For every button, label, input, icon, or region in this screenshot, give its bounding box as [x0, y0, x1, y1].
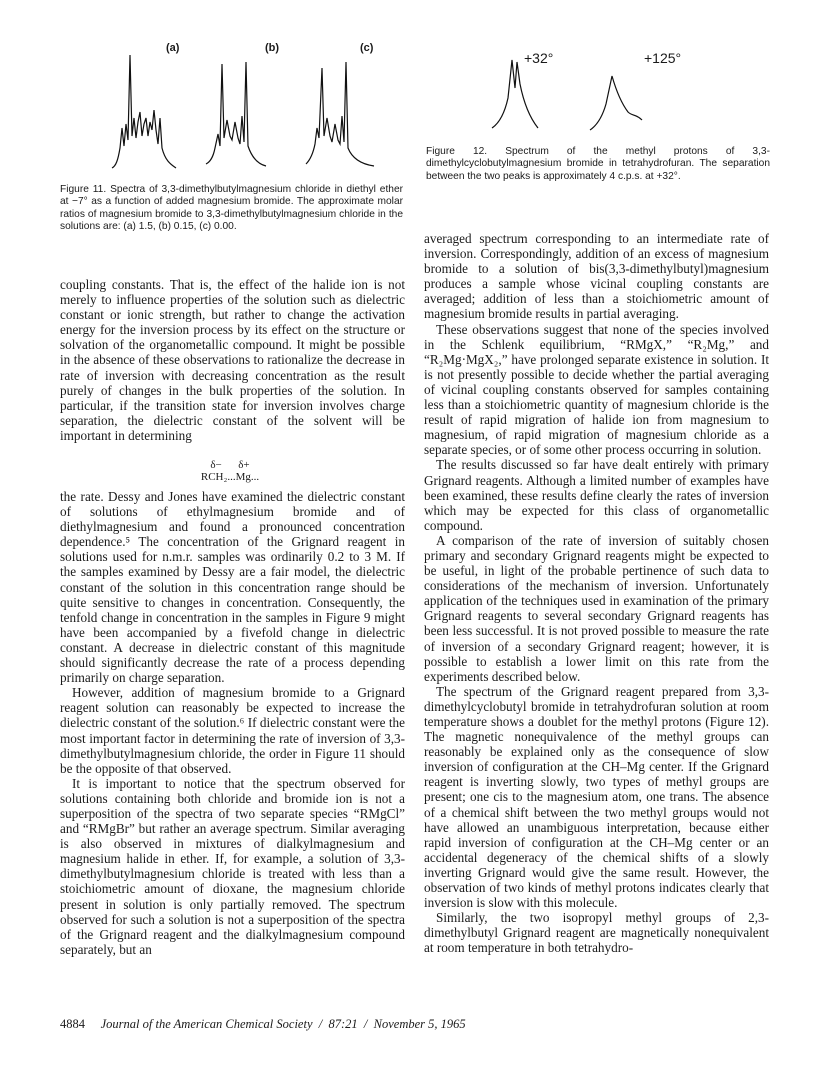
- figure-12-caption: [426, 146, 770, 183]
- paragraph: However, addition of magnesium bromide to a Grignard reagent solution can reasonably be expected to increase the dielectric constant of the solution.⁶ If dielectric constant were the most important factor in determining the rate of inversion of 3,3-dimethylbutylmagnesium chloride, the order in Figure 11 should be the opposite of that observed.: [60, 685, 405, 776]
- figure-12: [482, 48, 732, 136]
- figure-11-spectra: [110, 40, 380, 180]
- figure-11-caption: [60, 184, 403, 234]
- paragraph: the rate. Dessy and Jones have examined the dielectric constant of solutions of ethylmagnesium bromide and of diethylmagnesium and found a pronounced concentration dependence.⁵ The concentration of the Grignard reagent in solutions used for n.m.r. samples was ordinarily 0.2 to 3 M. If the samples examined by Dessy are a fair model, the dielectric constant of the solution in this concentration range should be quite sensitive to changes in concentration. Consequently, the tenfold change in concentration in the samples in Figure 9 might have been accompanied by a fivefold change in dielectric constant. A decrease in dielectric constant of this magnitude should significantly decrease the rate of a process depending primarily on charge separation.: [60, 489, 405, 686]
- spectrum-b: [206, 62, 266, 166]
- paragraph: These observations suggest that none of the species involved in the Schlenk equilibrium, “RMgX,” “R₂Mg,” and “R₂Mg·MgX₂,” have prolonged separate existence in solution. It is not presently possible to decide whether the partial averaging of vicinal coupling constants observed for samples containing less than a stoichiometric quantity of magnesium chloride is the result of rapid migration of halide ion from magnesium to magnesium, of rapid migration of magnesium chloride as a separate species, or of some other process occurring in solution.: [424, 321, 769, 458]
- figure-12-caption-text: Spectrum of the methyl protons of 3,3-dimethylcyclobutylmagnesium bromide in tetrahydrofuran. The separation between the two peaks is approximately 4 c.p.s. at +32°.: [426, 146, 770, 182]
- figure-12-spectra: [482, 48, 732, 136]
- journal-volume: 87:21: [328, 1017, 358, 1031]
- spectrum-a: [112, 55, 176, 168]
- footer-separator: /: [363, 1017, 368, 1031]
- spectrum-c: [306, 62, 374, 166]
- right-column: [424, 231, 769, 956]
- figure-11-panel-b-label: (b): [265, 42, 280, 54]
- paragraph: The spectrum of the Grignard reagent prepared from 3,3-dimethylcyclobutyl bromide in tetrahydrofuran solution at room temperature shows a doublet for the methyl protons (Figure 12). The magnetic nonequivalence of the methyl groups can reasonably be explained only as the consequence of slow inversion of configuration at the CH–Mg center. If the Grignard reagent is inverting slowly, two types of methyl groups are present; one cis to the magnesium atom, one trans. The absence of a chemical shift between the two methyl groups would not have allowed an unambiguous interpretation, because either rapid inversion of configuration at the CH–Mg center or an accidental degeneracy of the chemical shifts of a slowly inverting Grignard would give the same result. However, the observation of two kinds of methyl protons indicates clearly that inversion is slow with this molecule.: [424, 683, 769, 911]
- paragraph: It is important to notice that the spectrum observed for solutions containing both chloride and bromide ion is not a superposition of the spectra of two separate species “RMgCl” and “RMgBr” but rather an average spectrum. Similar averaging is also observed in mixtures of dialkylmagnesium and magnesium halide in ether. If, for example, a solution of 3,3-dimethylbutylmagnesium chloride is treated with less than a stoichiometric amount of dioxane, the magnesium chloride present in solution is only partially removed. The spectrum observed for such a solution is not a superposition of the spectra of the Grignard reagent and the dialkylmagnesium compound separately, but an: [60, 775, 405, 957]
- paragraph: averaged spectrum corresponding to an intermediate rate of inversion. Correspondingly, addition of an excess of magnesium bromide to a solution of bis(3,3-dimethylbutyl)magnesium produces a sample whose vicinal coupling constants are averaged; addition of less than a stoichiometric amount of magnesium bromide results in partial averaging.: [424, 231, 769, 322]
- formula-text: RCH₂...Mg...: [200, 471, 260, 483]
- footer-separator: /: [318, 1017, 323, 1031]
- left-column-part2: [60, 489, 405, 957]
- spectrum-plus125: [590, 76, 642, 130]
- paragraph: Similarly, the two isopropyl methyl groups of 2,3-dimethylbutyl Grignard reagent are magnetically nonequivalent at room temperature in both tetrahydro-: [424, 910, 769, 956]
- figure-11: [110, 40, 380, 180]
- page-number: 4884: [60, 1017, 85, 1031]
- figure-11-panel-c-label: (c): [360, 42, 374, 54]
- paragraph: coupling constants. That is, the effect of the halide ion is not merely to influence properties of the solution such as dielectric constant or ionic strength, but rather to change the activation energy for the inversion process by its effect on the structure or solvation of the organometallic compound. It might be possible in the absence of these observations to rationalize the decrease in rate of inversion with decreasing concentration as the result purely of changes in the bulk properties of the solution. In particular, if the transition state for inversion involves charge separation, the dielectric constant of the solvent will be important in determining: [60, 277, 405, 443]
- journal-name: Journal of the American Chemical Society: [100, 1017, 313, 1031]
- figure-11-caption-prefix: Figure 11.: [60, 184, 107, 195]
- figure-12-temp-125-label: +125°: [644, 50, 682, 66]
- left-column-part1: [60, 277, 405, 443]
- issue-date: November 5, 1965: [373, 1017, 466, 1031]
- paragraph: A comparison of the rate of inversion of suitably chosen primary and secondary Grignard reagents might be expected to be useful, in light of the probable pertinence of such data to considerations of the mechanism of inversion. Unfortunately application of the techniques used in examination of the primary Grignard reagents to several secondary Grignard reagents has been less successful. It is not proved possible to measure the rate of inversion of a secondary Grignard reagent; however, it is possible to establish a lower limit on this rate from the experiments described below.: [424, 532, 769, 684]
- figure-11-panel-a-label: (a): [166, 42, 180, 54]
- transition-state-formula: [170, 459, 290, 483]
- figure-12-temp-32-label: +32°: [524, 50, 554, 66]
- spectrum-plus32: [492, 60, 538, 128]
- page-footer: [60, 1017, 760, 1032]
- figure-11-caption-text: Spectra of 3,3-dimethylbutylmagnesium chloride in diethyl ether at −7° as a function of added magnesium bromide. The approximate molar ratios of magnesium bromide to 3,3-dimethylbutylmagnesium chloride in the solutions are: (a) 1.5, (b) 0.15, (c) 0.00.: [60, 184, 403, 233]
- paragraph: The results discussed so far have dealt entirely with primary Grignard reagents. Although a limited number of examples have been examined, these results define clearly the rates of inversion which may be expected for this class of organometallic compound.: [424, 457, 769, 533]
- figure-12-caption-prefix: Figure 12.: [426, 146, 488, 157]
- formula-charges: δ− δ+: [210, 459, 250, 471]
